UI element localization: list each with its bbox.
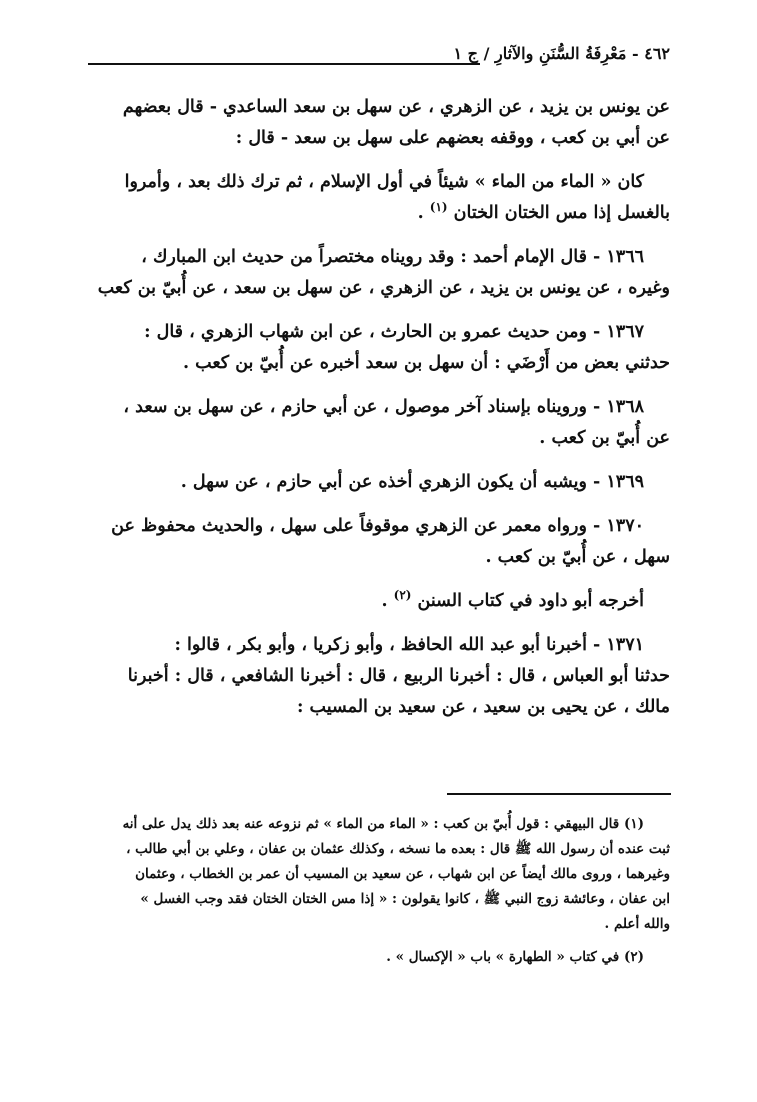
footnote-line: (٢) في كتاب « الطهارة » باب « الإكسال » . — [386, 949, 644, 965]
text-line: ١٣٧٠ - ورواه معمر عن الزهري موقوفاً على سهل ، والحديث محفوظ عن — [111, 516, 644, 536]
text-line: وغيره ، عن يونس بن يزيد ، عن الزهري ، عن سهل بن سعد ، عن أُبيّ بن كعب — [97, 278, 670, 298]
footnote-separator — [447, 793, 671, 795]
footnote-ref-1[interactable]: (١) — [429, 200, 448, 215]
footnote-line: والله أعلم . — [604, 916, 670, 932]
text-line: عن يونس بن يزيد ، عن الزهري ، عن سهل بن سعد الساعدي - قال بعضهم — [122, 97, 670, 117]
text-line: سهل ، عن أُبيّ بن كعب . — [485, 547, 670, 567]
paragraph-1370 — [88, 511, 670, 573]
text-line: حدثني بعض من أَرْضَي : أن سهل بن سعد أخبره عن أُبيّ بن كعب . — [183, 353, 670, 373]
text-line — [88, 586, 670, 617]
paragraph-intro — [88, 92, 670, 154]
paragraph-hadith-quote — [88, 167, 670, 229]
text-line: حدثنا أبو العباس ، قال : أخبرنا الربيع ، قال : أخبرنا الشافعي ، قال : أخبرنا — [127, 666, 670, 686]
footnote-line: ثبت عنده أن رسول الله ﷺ قال : بعده ما نسخه ، وكذلك عثمان بن عفان ، وعلي بن أبي طالب ، — [126, 841, 670, 857]
paragraph-1367 — [88, 317, 670, 379]
text-line: ١٣٦٦ - قال الإمام أحمد : وقد رويناه مختصراً من حديث ابن المبارك ، — [141, 247, 644, 267]
text-segment: أخرجه أبو داود في كتاب السنن — [417, 591, 644, 611]
main-text — [88, 92, 670, 736]
paragraph-1366 — [88, 242, 670, 304]
paragraph-1369 — [88, 467, 670, 498]
footnote-line: وغيرهما ، وروى مالك أيضاً عن ابن شهاب ، عن سعيد بن المسيب أن عمر بن الخطاب ، وعثمان — [135, 866, 670, 882]
text-line: ١٣٦٩ - ويشبه أن يكون الزهري أخذه عن أبي حازم ، عن سهل . — [180, 472, 644, 492]
text-line: ١٣٦٨ - ورويناه بإسناد آخر موصول ، عن أبي حازم ، عن سهل بن سعد ، — [123, 397, 644, 417]
text-segment: بالغسل إذا مس الختان الختان — [453, 203, 670, 223]
footnote-2 — [88, 945, 670, 970]
text-line: عن أُبيّ بن كعب . — [539, 428, 670, 448]
text-line: ١٣٦٧ - ومن حديث عمرو بن الحارث ، عن ابن شهاب الزهري ، قال : — [144, 322, 644, 342]
text-line: مالك ، عن يحيى بن سعيد ، عن سعيد بن المسيب : — [296, 697, 670, 717]
header-rule — [88, 63, 480, 65]
paragraph-1368 — [88, 392, 670, 454]
text-line — [88, 198, 670, 229]
running-head: ٤٦٢ - مَعْرِفَةُ السُّنَنِ والآثارِ / ج ١ — [453, 44, 670, 63]
paragraph-abu-dawud — [88, 586, 670, 617]
footnote-line: (١) قال البيهقي : قول أُبيّ بن كعب : « الماء من الماء » ثم نزوعه عنه بعد ذلك يدل على أنه — [122, 816, 644, 832]
footnotes — [88, 812, 670, 978]
text-line: ١٣٧١ - أخبرنا أبو عبد الله الحافظ ، وأبو زكريا ، وأبو بكر ، قالوا : — [174, 635, 644, 655]
footnote-1 — [88, 812, 670, 937]
text-line: كان « الماء من الماء » شيئاً في أول الإسلام ، ثم ترك ذلك بعد ، وأمروا — [124, 172, 644, 192]
footnote-ref-2[interactable]: (٢) — [393, 588, 412, 603]
text-segment: . — [417, 203, 430, 223]
paragraph-1371 — [88, 630, 670, 723]
text-segment: . — [381, 591, 394, 611]
footnote-line: ابن عفان ، وعائشة زوج النبي ﷺ ، كانوا يقولون : « إذا مس الختان الختان فقد وجب الغسل » — [140, 891, 670, 907]
text-line: عن أبي بن كعب ، ووقفه بعضهم على سهل بن سعد - قال : — [235, 128, 670, 148]
page-header — [88, 38, 670, 72]
